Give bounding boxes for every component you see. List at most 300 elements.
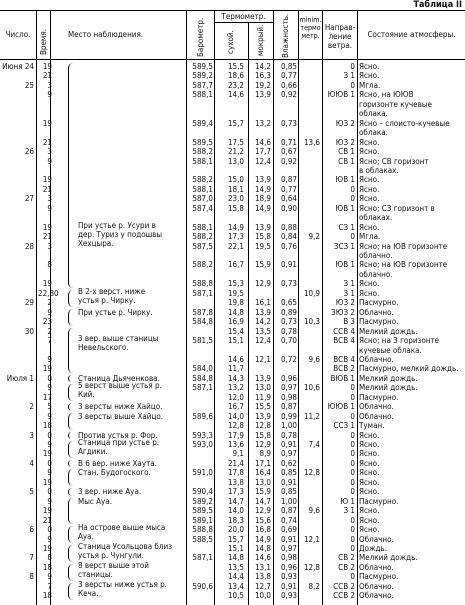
cell-wet: 19,2 [254, 80, 271, 90]
group-brace [68, 328, 73, 373]
place-name: При устье р. Усури в дер. Туриз у подошвы Хехцыра. [78, 220, 163, 248]
cell-b: 588,5 [192, 534, 213, 544]
cell-w: ЮЮВ 1 [327, 90, 355, 100]
cell-mn: 9,6 [308, 354, 320, 364]
cell-w: 0 [350, 525, 355, 535]
cell-dry: 19,5 [227, 288, 244, 298]
cell-b: 589,6 [192, 411, 213, 421]
col-line-1 [36, 10, 37, 605]
cell-b: 587,0 [192, 194, 213, 204]
cell-w: 0 [350, 534, 355, 544]
cell-b: 593,0 [192, 440, 213, 449]
cell-wet: 15,8 [254, 232, 271, 242]
cell-t: 23 [42, 317, 52, 327]
cell-wet: 14,6 [254, 137, 271, 147]
cell-w: 0 [350, 194, 355, 204]
group-brace [68, 290, 73, 307]
cell-t: 18 [42, 421, 52, 431]
cell-w: ВСВ 2 [333, 364, 355, 374]
cell-b: 587,4 [192, 203, 213, 213]
thermo-subrule [214, 22, 273, 23]
cell-t: 9 [47, 354, 52, 364]
cell-t: 0 [47, 458, 52, 468]
cell-dry: 17,3 [227, 487, 244, 497]
cell-wet: 13,1 [254, 562, 271, 572]
cell-h: 0,77 [280, 71, 297, 81]
cell-h: 0,67 [280, 147, 297, 157]
cell-wet: 12,9 [254, 506, 271, 516]
cell-t: 9 [47, 156, 52, 166]
cell-b: 588,8 [192, 279, 213, 289]
cell-h: 0,89 [280, 307, 297, 317]
cell-s: Облачно. [359, 581, 394, 591]
cell-mn: 8,2 [308, 581, 320, 591]
cell-dry: 15,4 [227, 326, 244, 336]
cell-wet: 11,9 [254, 392, 271, 402]
cell-s: Облачно. [359, 562, 394, 572]
cell-h: 0,65 [280, 298, 297, 308]
cell-s: Ясно. [359, 458, 380, 468]
cell-dry: 15,0 [227, 175, 244, 185]
cell-w: ССВ 2 [333, 581, 355, 591]
cell-s: в облаках. [359, 165, 399, 175]
cell-b: 588,2 [192, 175, 213, 185]
cell-t: 19 [42, 543, 52, 553]
place-name: 3 версты ниже Хайцо. [78, 402, 163, 412]
cell-w: 0 [350, 184, 355, 194]
cell-s: Ясно. [359, 515, 380, 525]
cell-h: 0,92 [280, 156, 297, 166]
cell-w: 0 [350, 392, 355, 402]
cell-wet: 19,5 [254, 241, 271, 251]
cell-t: 2 [47, 326, 52, 336]
cell-s: Ясно; на ЮВ горизонте [359, 260, 448, 270]
cell-t: 9 [47, 203, 52, 213]
cell-b: 590,6 [192, 581, 213, 591]
cell-h: 0,74 [280, 515, 297, 525]
cell-s: облаках. [359, 213, 393, 223]
cell-dry: 14,8 [227, 553, 244, 563]
cell-wet: 12,7 [254, 581, 271, 591]
cell-t: 8 [47, 260, 52, 270]
cell-h: 0,93 [280, 572, 297, 582]
cell-s: Пасмурно. [359, 298, 399, 308]
cell-h: 0,96 [280, 562, 297, 572]
col-line-9 [357, 10, 358, 605]
cell-b: 588,1 [192, 222, 213, 232]
cell-wet: 14,9 [254, 184, 271, 194]
cell-w: 0 [350, 232, 355, 242]
place-name: При устье р. Чирку. [78, 307, 153, 317]
cell-s: Мелкий дождь. [359, 326, 418, 336]
group-brace [68, 583, 73, 600]
cell-d: 27 [24, 194, 34, 204]
cell-h: 0,93 [280, 591, 297, 601]
cell-b: 590,4 [192, 487, 213, 497]
cell-t: 0 [47, 487, 52, 497]
cell-h: 0,97 [280, 449, 297, 459]
place-name: 3 версты выше Хайцо. [78, 411, 164, 421]
cell-wet: 14,8 [254, 543, 271, 553]
cell-mn: 12,8 [303, 468, 320, 478]
group-brace [68, 384, 73, 401]
cell-dry: 18,6 [227, 71, 244, 81]
cell-h: 0,73 [280, 279, 297, 289]
header-humidity: Влажность. [281, 13, 290, 58]
cell-w: 0 [350, 543, 355, 553]
cell-b: 589,5 [192, 137, 213, 147]
cell-t: 2 [47, 298, 52, 308]
cell-d: 29 [24, 298, 34, 308]
cell-h: 0,91 [280, 534, 297, 544]
table-top-rule [0, 10, 465, 11]
cell-t: 9 [47, 411, 52, 421]
cell-w: ЮВ 1 [335, 260, 355, 270]
group-brace [68, 413, 73, 430]
cell-w: СВ 1 [338, 147, 355, 157]
cell-h: 0,97 [280, 383, 297, 393]
place-name: 3 версты ниже устья р. Кеча. [78, 579, 167, 598]
cell-wet: 15,8 [254, 430, 271, 440]
cell-s: Ясно. [359, 194, 380, 204]
cell-h: 1,00 [280, 421, 297, 431]
cell-h: 0,70 [280, 336, 297, 346]
cell-b: 588,8 [192, 525, 213, 535]
cell-wet: 15,6 [254, 515, 271, 525]
cell-s: Ясно. [359, 487, 380, 497]
cell-h: 0,91 [280, 260, 297, 270]
cell-s: Ясно. [359, 440, 380, 449]
cell-dry: 14,3 [227, 373, 244, 383]
cell-h: 1,00 [280, 496, 297, 506]
cell-wet: 13,5 [254, 326, 271, 336]
cell-dry: 20,0 [227, 525, 244, 535]
cell-w: 0 [350, 468, 355, 478]
cell-s: Ясно. [359, 175, 380, 185]
cell-h: 0,88 [280, 222, 297, 232]
cell-wet: 17,7 [254, 147, 271, 157]
cell-b: 587,5 [192, 241, 213, 251]
cell-dry: 13,2 [227, 383, 244, 393]
cell-dry: 13,5 [227, 562, 244, 572]
group-brace [68, 432, 73, 439]
cell-t: 7 [47, 336, 52, 346]
cell-wet: 16,4 [254, 468, 271, 478]
cell-d: 5 [29, 487, 34, 497]
cell-b: 587,1 [192, 383, 213, 393]
cell-h: 0,84 [280, 232, 297, 242]
cell-h: 0,98 [280, 553, 297, 563]
cell-w: 0 [350, 440, 355, 449]
cell-t: 17 [42, 392, 52, 402]
cell-s: Пасмурно, мелкий дождь. [359, 364, 459, 374]
cell-h: 0,64 [280, 194, 297, 204]
cell-w: З 1 [343, 279, 355, 289]
group-brace [68, 564, 73, 581]
cell-t: 9 [47, 383, 52, 393]
cell-s: Облачно. [359, 307, 394, 317]
cell-dry: 12,8 [227, 421, 244, 431]
cell-s: облачно. [359, 269, 393, 279]
cell-s: Ясно. [359, 468, 380, 478]
cell-h: 0,92 [280, 90, 297, 100]
cell-mn: 10,9 [303, 288, 320, 298]
cell-w: ВСВ 4 [333, 336, 355, 346]
cell-d: 4 [29, 458, 34, 468]
cell-t: 18 [42, 562, 52, 572]
cell-wet: 15,5 [254, 402, 271, 412]
cell-w: 0 [350, 515, 355, 525]
cell-s: облака. [359, 128, 388, 138]
cell-b: 587,8 [192, 307, 213, 317]
cell-t: 9 [47, 534, 52, 544]
cell-w: 0 [350, 62, 355, 71]
place-name: Станица при устье р. Агдики. [78, 438, 160, 456]
place-name: На острове выше мыса Ауа. [78, 523, 166, 542]
cell-s: облака. [359, 109, 388, 119]
cell-dry: 11,7 [227, 364, 244, 374]
cell-t: 19 [42, 175, 52, 185]
cell-s: Мелкий дождь. [359, 373, 418, 383]
cell-h: 0,76 [280, 241, 297, 251]
cell-wet: 12,9 [254, 440, 271, 449]
cell-w: СВ 2 [338, 553, 355, 563]
cell-wet: 13,9 [254, 307, 271, 317]
cell-s: Ясно. [359, 222, 380, 232]
header-barometer: Барометр. [196, 17, 205, 57]
cell-t: 3 [47, 241, 52, 251]
cell-h: 0,72 [280, 354, 297, 364]
cell-b: 581,5 [192, 336, 213, 346]
cell-mn: 9,6 [308, 506, 320, 516]
cell-s: Ясно. [359, 525, 380, 535]
cell-dry: 17,9 [227, 430, 244, 440]
cell-wet: 13,0 [254, 383, 271, 393]
cell-h: 0,90 [280, 203, 297, 213]
place-name: 3 вер. ниже Ауа. [78, 487, 142, 497]
header-date: Число. [5, 30, 31, 39]
cell-s: Дождь. [359, 543, 388, 553]
cell-b: 584,8 [192, 317, 213, 327]
cell-dry: 16,7 [227, 260, 244, 270]
place-name: В 2-х верст. ниже устья р. Чирку. [78, 286, 146, 305]
cell-wet: 16,1 [254, 298, 271, 308]
cell-wet: 13,9 [254, 411, 271, 421]
cell-wet: 13,9 [254, 175, 271, 185]
group-brace [68, 488, 73, 495]
cell-h: 0,62 [280, 458, 297, 468]
cell-wet: 14,6 [254, 553, 271, 563]
cell-d: 2 [29, 402, 34, 412]
cell-t: 19 [42, 506, 52, 516]
cell-w: 0 [350, 572, 355, 582]
cell-w: 0 [350, 487, 355, 497]
cell-dry: 18,1 [227, 184, 244, 194]
cell-h: 0,71 [280, 137, 297, 147]
cell-dry: 15,1 [227, 336, 244, 346]
header-thermometer: Термометр. [221, 12, 266, 21]
cell-b: 589,5 [192, 62, 213, 71]
cell-wet: 14,2 [254, 317, 271, 327]
cell-t: 18 [42, 591, 52, 601]
cell-t: 9 [47, 90, 52, 100]
cell-s: Ясно, на ЮЮВ [359, 90, 414, 100]
cell-w: СЗ 1 [338, 222, 355, 232]
cell-w: В 3 [343, 317, 355, 327]
cell-dry: 10,5 [227, 591, 244, 601]
cell-t: 9 [47, 307, 52, 317]
place-name: Станица Дьяченкова. [78, 373, 160, 383]
place-name: Против устья р. Фор. [78, 430, 158, 440]
cell-b: 591,0 [192, 468, 213, 478]
place-name: Стан. Будогоского. [78, 468, 151, 478]
cell-b: 588,1 [192, 184, 213, 194]
cell-t: 0 [47, 525, 52, 535]
cell-mn: 11,2 [303, 411, 320, 421]
cell-t: 0 [47, 373, 52, 383]
cell-s: Пасмурно. [359, 572, 399, 582]
cell-dry: 15,3 [227, 279, 244, 289]
cell-d: 6 [29, 525, 34, 535]
cell-wet: 17,1 [254, 458, 271, 468]
cell-dry: 23,2 [227, 80, 244, 90]
cell-h: 0,85 [280, 468, 297, 478]
cell-wet: 12,1 [254, 354, 271, 364]
group-brace [68, 441, 73, 458]
cell-h: 0,78 [280, 430, 297, 440]
group-brace [68, 460, 73, 467]
cell-h: 0,99 [280, 411, 297, 421]
cell-b: 587,1 [192, 288, 213, 298]
header-bottom-rule [0, 59, 465, 60]
cell-mn: 10,3 [303, 317, 320, 327]
cell-b: 593,3 [192, 430, 213, 440]
cell-w: 0 [350, 80, 355, 90]
cell-t: 19 [42, 222, 52, 232]
cell-t: 21 [42, 184, 52, 194]
place-name: Мыс Ауа. [78, 496, 113, 506]
cell-d: 8 [29, 572, 34, 582]
cell-dry: 17,3 [227, 232, 244, 242]
cell-wet: 16,3 [254, 71, 271, 81]
cell-h: 0,85 [280, 487, 297, 497]
cell-dry: 14,8 [227, 307, 244, 317]
cell-dry: 9,1 [232, 449, 244, 459]
cell-b: 587,7 [192, 80, 213, 90]
cell-s: Ясно; СЗ горизонт в [359, 203, 435, 213]
cell-dry: 18,3 [227, 515, 244, 525]
cell-s: Облачно. [359, 534, 394, 544]
cell-h: 0,96 [280, 373, 297, 383]
cell-mn: 12,8 [303, 562, 320, 572]
cell-s: Ясно; СВ горизонт [359, 156, 429, 166]
cell-dry: 19,8 [227, 298, 244, 308]
cell-s: Пасмурно. [359, 392, 399, 402]
cell-dry: 15,7 [227, 118, 244, 128]
cell-dry: 14,0 [227, 506, 244, 516]
cell-s: Мелкий дождь. [359, 383, 418, 393]
cell-dry: 14,0 [227, 411, 244, 421]
group-brace [68, 63, 73, 288]
cell-s: Ясно. [359, 279, 380, 289]
cell-w: СВ 2 [338, 562, 355, 572]
cell-wet: 16,8 [254, 525, 271, 535]
cell-wet: 18,9 [254, 194, 271, 204]
cell-dry: 15,5 [227, 62, 244, 71]
cell-t: 3 [47, 80, 52, 90]
cell-wet: 12,8 [254, 421, 271, 431]
cell-b: 589,4 [192, 118, 213, 128]
cell-s: Ясно. [359, 430, 380, 440]
cell-h: 0,87 [280, 506, 297, 516]
cell-t: 21 [42, 232, 52, 242]
cell-dry: 15,1 [227, 543, 244, 553]
cell-s: Ясно. [359, 506, 380, 516]
header-place: Место наблюдения. [68, 30, 144, 39]
group-brace [68, 498, 73, 524]
cell-t: 21 [42, 71, 52, 81]
cell-b: 589,2 [192, 496, 213, 506]
cell-dry: 16,9 [227, 317, 244, 327]
cell-wet: 13,9 [254, 90, 271, 100]
cell-s: Ясно. [359, 288, 380, 298]
cell-wet: 12,4 [254, 156, 271, 166]
cell-w: ЮЗ 2 [335, 298, 355, 308]
cell-dry: 21,4 [227, 458, 244, 468]
cell-t: 9 [47, 468, 52, 478]
cell-b: 588,1 [192, 156, 213, 166]
cell-s: Ясно. [359, 184, 380, 194]
cell-s: Мгла. [359, 80, 381, 90]
cell-dry: 13,8 [227, 477, 244, 487]
cell-t: 19 [42, 118, 52, 128]
cell-s: Облачно. [359, 354, 394, 364]
cell-wet: 14,9 [254, 203, 271, 213]
cell-w: 0 [350, 458, 355, 468]
cell-s: Облачно. [359, 411, 394, 421]
cell-wet: 14,7 [254, 496, 271, 506]
cell-s: Ясно; на З горизонте [359, 336, 440, 346]
cell-b: 589,1 [192, 515, 213, 525]
cell-dry: 15,7 [227, 534, 244, 544]
cell-wet: 13,2 [254, 118, 271, 128]
cell-h: 0,97 [280, 543, 297, 553]
col-line-7 [298, 10, 299, 605]
cell-b: 584,0 [192, 364, 213, 374]
cell-d: 30 [24, 326, 34, 336]
cell-t: 19 [42, 477, 52, 487]
cell-t: 0 [47, 430, 52, 440]
cell-w: ЮВ 1 [335, 175, 355, 185]
cell-w: ВСВ 4 [333, 354, 355, 364]
cell-d: 7 [29, 553, 34, 563]
cell-t: 5 [47, 402, 52, 412]
cell-w: ССЗ 1 [333, 421, 355, 431]
cell-h: 0,78 [280, 326, 297, 336]
cell-dry: 16,7 [227, 402, 244, 412]
cell-w: Ю 1 [340, 496, 355, 506]
cell-s: Мелкий дождь. [359, 553, 418, 563]
cell-d: 28 [24, 241, 34, 251]
cell-d: 26 [24, 147, 34, 157]
cell-h: 0,73 [280, 317, 297, 327]
cell-h: 0,91 [280, 581, 297, 591]
cell-w: ЮЗ 2 [335, 137, 355, 147]
cell-s: Ясно. [359, 477, 380, 487]
group-brace [68, 375, 73, 382]
cell-mn: 13,6 [303, 137, 320, 147]
cell-w: З 1 [343, 506, 355, 516]
